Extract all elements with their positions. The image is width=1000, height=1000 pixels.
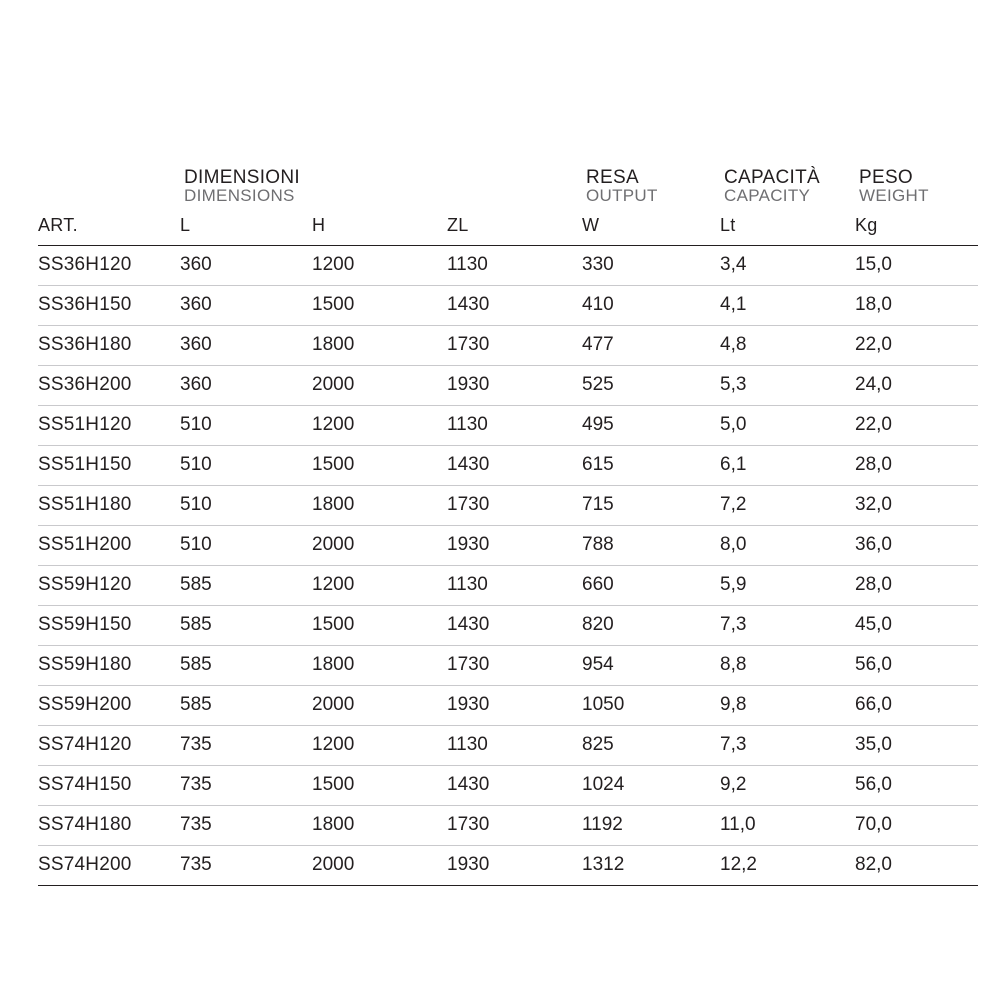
cell-zl: 1730 <box>447 325 582 365</box>
column-header-w: W <box>582 211 720 246</box>
column-header-art: ART. <box>38 211 180 246</box>
cell-lt: 7,3 <box>720 725 855 765</box>
table-row <box>38 685 978 725</box>
group-header-output-it: RESA <box>586 167 639 188</box>
cell-kg: 22,0 <box>855 405 978 445</box>
table-row <box>38 405 978 445</box>
table-row <box>38 245 978 285</box>
cell-kg: 82,0 <box>855 845 978 885</box>
cell-lt: 5,3 <box>720 365 855 405</box>
cell-kg: 56,0 <box>855 645 978 685</box>
cell-art: SS36H150 <box>38 285 180 325</box>
cell-zl: 1930 <box>447 845 582 885</box>
cell-art: SS51H180 <box>38 485 180 525</box>
cell-lt: 7,3 <box>720 605 855 645</box>
cell-l: 585 <box>180 685 312 725</box>
cell-art: SS59H180 <box>38 645 180 685</box>
cell-zl: 1430 <box>447 605 582 645</box>
cell-art: SS74H120 <box>38 725 180 765</box>
cell-h: 2000 <box>312 525 447 565</box>
cell-h: 1800 <box>312 485 447 525</box>
cell-l: 735 <box>180 805 312 845</box>
cell-art: SS36H120 <box>38 245 180 285</box>
group-header-dimensions-en: DIMENSIONS <box>184 186 295 206</box>
cell-l: 735 <box>180 765 312 805</box>
table-row <box>38 725 978 765</box>
cell-lt: 12,2 <box>720 845 855 885</box>
cell-kg: 24,0 <box>855 365 978 405</box>
cell-art: SS59H120 <box>38 565 180 605</box>
cell-kg: 66,0 <box>855 685 978 725</box>
cell-kg: 18,0 <box>855 285 978 325</box>
cell-w: 715 <box>582 485 720 525</box>
cell-l: 585 <box>180 565 312 605</box>
group-header-weight-it: PESO <box>859 167 913 188</box>
cell-art: SS51H150 <box>38 445 180 485</box>
cell-h: 2000 <box>312 685 447 725</box>
cell-w: 525 <box>582 365 720 405</box>
cell-kg: 56,0 <box>855 765 978 805</box>
cell-zl: 1730 <box>447 645 582 685</box>
cell-l: 735 <box>180 725 312 765</box>
cell-w: 660 <box>582 565 720 605</box>
table-row <box>38 325 978 365</box>
cell-zl: 1930 <box>447 685 582 725</box>
table-row <box>38 845 978 885</box>
cell-zl: 1130 <box>447 245 582 285</box>
cell-h: 1800 <box>312 325 447 365</box>
cell-zl: 1430 <box>447 765 582 805</box>
cell-h: 1200 <box>312 245 447 285</box>
cell-l: 510 <box>180 405 312 445</box>
cell-w: 1024 <box>582 765 720 805</box>
cell-zl: 1130 <box>447 725 582 765</box>
group-header-capacity-it: CAPACITÀ <box>724 167 821 188</box>
cell-art: SS36H180 <box>38 325 180 365</box>
cell-l: 360 <box>180 365 312 405</box>
cell-h: 1800 <box>312 645 447 685</box>
cell-art: SS59H150 <box>38 605 180 645</box>
cell-h: 1500 <box>312 285 447 325</box>
cell-kg: 22,0 <box>855 325 978 365</box>
cell-lt: 6,1 <box>720 445 855 485</box>
table-row <box>38 445 978 485</box>
cell-l: 510 <box>180 445 312 485</box>
cell-l: 360 <box>180 285 312 325</box>
column-header-lt: Lt <box>720 211 855 246</box>
table-row <box>38 485 978 525</box>
table-row <box>38 605 978 645</box>
group-header-dimensions <box>180 168 582 211</box>
cell-art: SS74H150 <box>38 765 180 805</box>
cell-h: 1200 <box>312 565 447 605</box>
cell-kg: 28,0 <box>855 565 978 605</box>
cell-zl: 1730 <box>447 805 582 845</box>
table-row <box>38 525 978 565</box>
group-header-dimensions-it: DIMENSIONI <box>184 167 300 188</box>
cell-lt: 11,0 <box>720 805 855 845</box>
group-header-capacity <box>720 168 855 211</box>
cell-l: 510 <box>180 485 312 525</box>
cell-h: 1200 <box>312 405 447 445</box>
cell-zl: 1430 <box>447 285 582 325</box>
table-row <box>38 285 978 325</box>
cell-l: 735 <box>180 845 312 885</box>
cell-lt: 3,4 <box>720 245 855 285</box>
cell-kg: 45,0 <box>855 605 978 645</box>
cell-art: SS59H200 <box>38 685 180 725</box>
group-header-output-en: OUTPUT <box>586 186 658 206</box>
cell-h: 2000 <box>312 365 447 405</box>
cell-l: 585 <box>180 605 312 645</box>
group-header-weight <box>855 168 978 211</box>
cell-h: 1500 <box>312 765 447 805</box>
group-header-weight-en: WEIGHT <box>859 186 929 206</box>
cell-l: 585 <box>180 645 312 685</box>
table-header <box>38 168 978 245</box>
cell-lt: 4,1 <box>720 285 855 325</box>
cell-kg: 15,0 <box>855 245 978 285</box>
cell-zl: 1130 <box>447 405 582 445</box>
cell-kg: 35,0 <box>855 725 978 765</box>
cell-h: 1200 <box>312 725 447 765</box>
cell-lt: 9,2 <box>720 765 855 805</box>
cell-art: SS51H200 <box>38 525 180 565</box>
group-header-row <box>38 168 978 211</box>
cell-w: 410 <box>582 285 720 325</box>
cell-h: 1500 <box>312 445 447 485</box>
cell-w: 788 <box>582 525 720 565</box>
table-row <box>38 805 978 845</box>
cell-h: 2000 <box>312 845 447 885</box>
cell-kg: 36,0 <box>855 525 978 565</box>
cell-zl: 1430 <box>447 445 582 485</box>
table-row <box>38 565 978 605</box>
cell-zl: 1930 <box>447 365 582 405</box>
cell-kg: 70,0 <box>855 805 978 845</box>
cell-zl: 1930 <box>447 525 582 565</box>
table-row <box>38 365 978 405</box>
column-header-kg: Kg <box>855 211 978 246</box>
cell-lt: 8,8 <box>720 645 855 685</box>
group-header-output <box>582 168 720 211</box>
cell-h: 1800 <box>312 805 447 845</box>
cell-kg: 28,0 <box>855 445 978 485</box>
column-header-l: L <box>180 211 312 246</box>
cell-w: 954 <box>582 645 720 685</box>
specifications-table <box>38 168 978 886</box>
cell-lt: 4,8 <box>720 325 855 365</box>
cell-art: SS74H200 <box>38 845 180 885</box>
cell-lt: 5,9 <box>720 565 855 605</box>
cell-art: SS36H200 <box>38 365 180 405</box>
table-body <box>38 245 978 885</box>
column-header-zl: ZL <box>447 211 582 246</box>
column-header-h: H <box>312 211 447 246</box>
cell-l: 510 <box>180 525 312 565</box>
group-header-capacity-en: CAPACITY <box>724 186 811 206</box>
cell-l: 360 <box>180 245 312 285</box>
cell-w: 825 <box>582 725 720 765</box>
table-row <box>38 765 978 805</box>
table-row <box>38 645 978 685</box>
cell-lt: 7,2 <box>720 485 855 525</box>
cell-lt: 5,0 <box>720 405 855 445</box>
cell-w: 330 <box>582 245 720 285</box>
cell-lt: 9,8 <box>720 685 855 725</box>
cell-zl: 1130 <box>447 565 582 605</box>
cell-art: SS51H120 <box>38 405 180 445</box>
cell-w: 1312 <box>582 845 720 885</box>
cell-l: 360 <box>180 325 312 365</box>
cell-art: SS74H180 <box>38 805 180 845</box>
cell-w: 820 <box>582 605 720 645</box>
cell-w: 477 <box>582 325 720 365</box>
cell-w: 1192 <box>582 805 720 845</box>
cell-h: 1500 <box>312 605 447 645</box>
cell-kg: 32,0 <box>855 485 978 525</box>
column-header-row <box>38 211 978 246</box>
cell-w: 615 <box>582 445 720 485</box>
cell-w: 1050 <box>582 685 720 725</box>
cell-lt: 8,0 <box>720 525 855 565</box>
group-header-empty <box>38 168 180 211</box>
cell-w: 495 <box>582 405 720 445</box>
cell-zl: 1730 <box>447 485 582 525</box>
